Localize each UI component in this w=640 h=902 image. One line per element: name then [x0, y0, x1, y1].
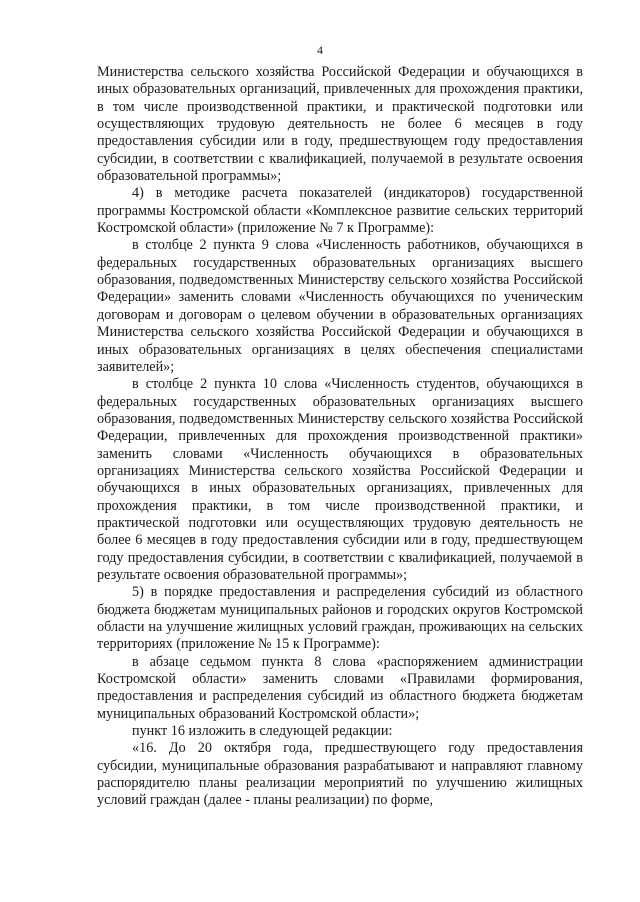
paragraph-column2-point9: в столбце 2 пункта 9 слова «Численность работников, обучающихся в федеральных государственных образовательных организациях высшего образования, подведомственных Министерству сельского хозяйства Российской Федерации» заменить словами «Численность обучающихся по ученическим договорам и договорам о целевом обучении в образовательных организациях Министерства сельского хозяйства Российской Федерации и обучающихся в иных образовательных организациях в целях обеспечения специалистами заявителей»;: [97, 237, 583, 375]
page-number: 4: [317, 43, 323, 57]
paragraph-item-4: 4) в методике расчета показателей (индикаторов) государственной программы Костромской области «Комплексное развитие сельских территорий Костромской области» (приложение № 7 к Программе):: [97, 185, 583, 237]
paragraph-column2-point10: в столбце 2 пункта 10 слова «Численность студентов, обучающихся в федеральных государственных образовательных организациях высшего образования, подведомственных Министерству сельского хозяйства Российской Федерации, привлеченных для прохождения производственной практики» заменить словами «Численность обучающихся в образовательных организациях Министерства сельского хозяйства Российской Федерации и обучающихся в иных образовательных организациях, привлеченных для прохождения практики, в том числе производственной практики, и практической подготовки или осуществляющих трудовую деятельность не более 6 месяцев в году предоставления субсидии или в году, предшествующем году предоставления субсидии, в соответствии с квалификацией, получаемой в результате освоения образовательной программы»;: [97, 376, 583, 583]
paragraph-point16-text: «16. До 20 октября года, предшествующего году предоставления субсидии, муниципальные образования разрабатывают и направляют главному распорядителю планы реализации мероприятий по улучшению жилищных условий граждан (далее - планы реализации) по форме,: [97, 740, 583, 809]
paragraph-item-5: 5) в порядке предоставления и распределения субсидий из областного бюджета бюджетам муниципальных районов и городских округов Костромской области на улучшение жилищных условий граждан, проживающих на сельских территориях (приложение № 15 к Программе):: [97, 584, 583, 653]
document-body: [97, 64, 583, 810]
paragraph-continuation: Министерства сельского хозяйства Российской Федерации и обучающихся в иных образовательных организаций, привлеченных для прохождения практики, в том числе производственной практики, и практической подготовки или осуществляющих трудовую деятельность не более 6 месяцев в году предоставления субсидии или в году, предшествующем году предоставления субсидии, в соответствии с квалификацией, получаемой в результате освоения образовательной программы»;: [97, 64, 583, 185]
paragraph-point16-intro: пункт 16 изложить в следующей редакции:: [132, 723, 393, 740]
paragraph-point8: в абзаце седьмом пункта 8 слова «распоряжением администрации Костромской области» заменить словами «Правилами формирования, предоставления и распределения субсидий из областного бюджета бюджетам муниципальных образований Костромской области»;: [97, 653, 583, 722]
